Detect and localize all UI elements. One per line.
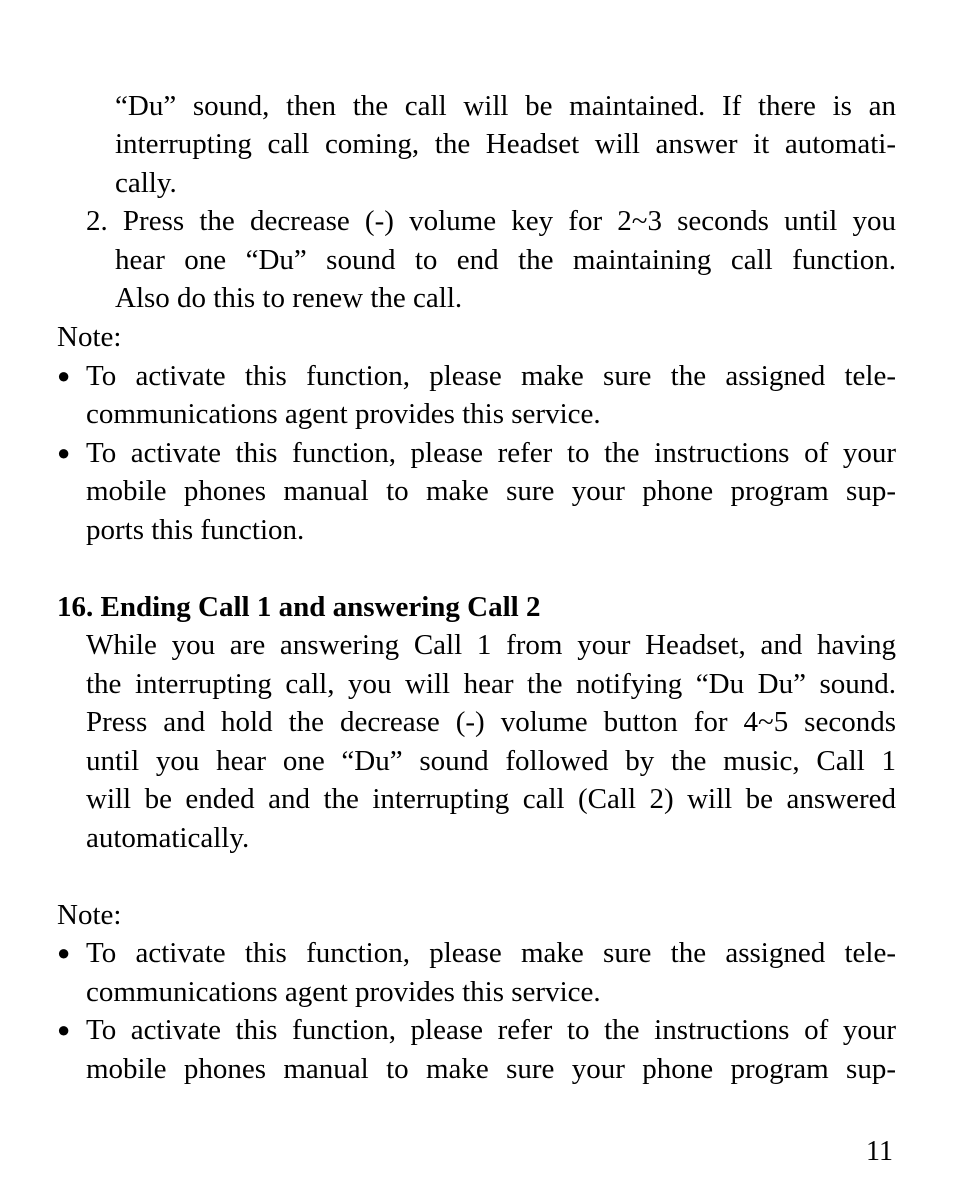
bullet-icon: ● bbox=[57, 940, 71, 965]
note2-bullet1-line-2: communications agent provides this service. bbox=[86, 976, 601, 1008]
continued-item-line-3: cally. bbox=[115, 167, 177, 199]
section16-line-2: the interrupting call, you will hear the notifying “Du Du” sound. bbox=[86, 668, 896, 700]
note1-bullet1-line-2: communications agent provides this service. bbox=[86, 398, 601, 430]
page-number: 11 bbox=[866, 1136, 893, 1167]
section16-line-1: While you are answering Call 1 from your Headset, and having bbox=[86, 629, 896, 661]
section16-line-3: Press and hold the decrease (-) volume button for 4~5 seconds bbox=[86, 706, 896, 738]
continued-item-line-1: “Du” sound, then the call will be maintained. If there is an bbox=[115, 90, 896, 122]
section16-line-5: will be ended and the interrupting call (Call 2) will be answered bbox=[86, 783, 896, 815]
item2-line-3: Also do this to renew the call. bbox=[115, 282, 463, 314]
note1-bullet1-line-1: To activate this function, please make sure the assigned tele- bbox=[86, 360, 896, 392]
continued-item-line-2: interrupting call coming, the Headset will answer it automati- bbox=[115, 128, 896, 160]
note2-label: Note: bbox=[57, 899, 122, 931]
note1-bullet2-line-1: To activate this function, please refer to the instructions of your bbox=[86, 437, 896, 469]
item2-line-1: 2. Press the decrease (-) volume key for 2~3 seconds until you bbox=[86, 205, 896, 237]
note2-bullet2-line-2: mobile phones manual to make sure your phone program sup- bbox=[86, 1053, 896, 1085]
section16-line-4: until you hear one “Du” sound followed by the music, Call 1 bbox=[86, 745, 896, 777]
bullet-icon: ● bbox=[57, 440, 71, 465]
note1-label: Note: bbox=[57, 321, 122, 353]
section-16-heading: 16. Ending Call 1 and answering Call 2 bbox=[57, 591, 541, 623]
note1-bullet2-line-2: mobile phones manual to make sure your phone program sup- bbox=[86, 475, 896, 507]
item2-line-2: hear one “Du” sound to end the maintaining call function. bbox=[115, 244, 896, 276]
bullet-icon: ● bbox=[57, 363, 71, 388]
section16-line-6: automatically. bbox=[86, 822, 250, 854]
note2-bullet2-line-1: To activate this function, please refer to the instructions of your bbox=[86, 1014, 896, 1046]
bullet-icon: ● bbox=[57, 1017, 71, 1042]
note2-bullet1-line-1: To activate this function, please make sure the assigned tele- bbox=[86, 937, 896, 969]
note1-bullet2-line-3: ports this function. bbox=[86, 514, 305, 546]
